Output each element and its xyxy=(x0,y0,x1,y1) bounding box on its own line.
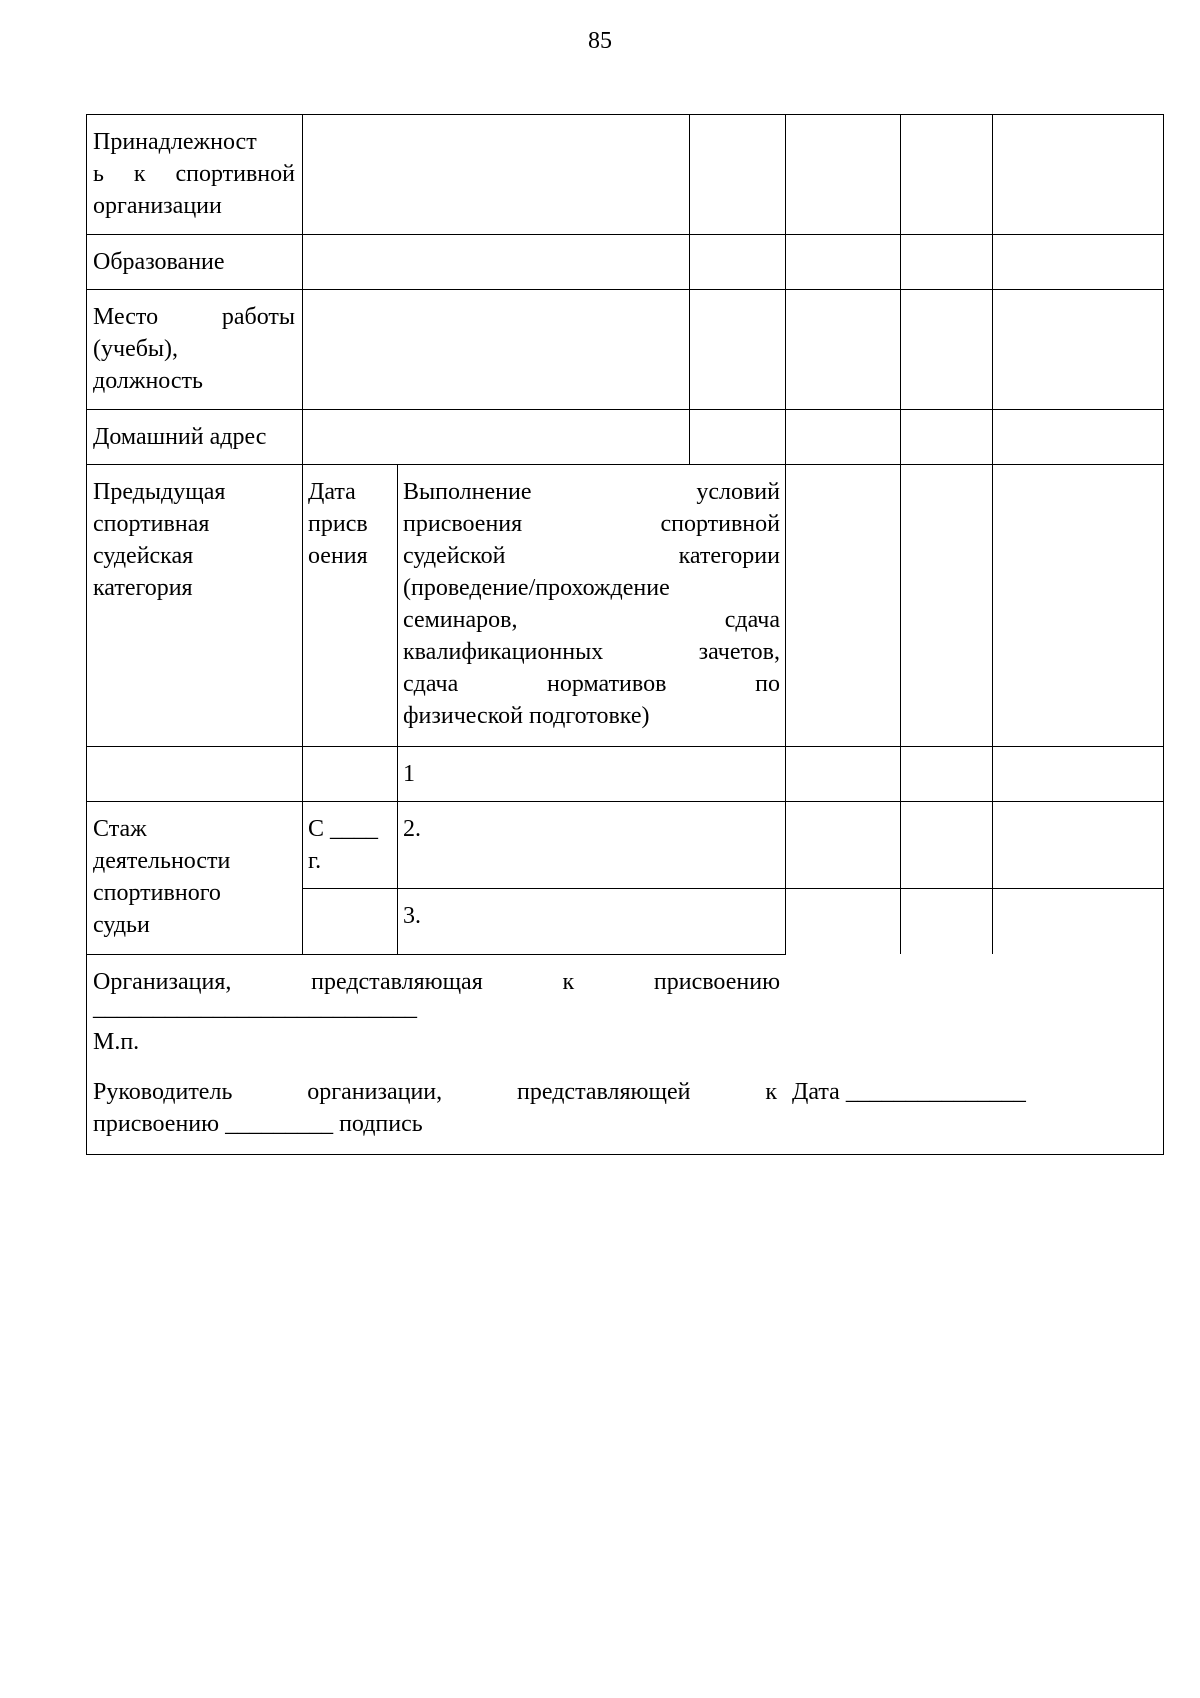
item-2: 2. xyxy=(403,816,421,842)
date-field: Дата _______________ xyxy=(792,1079,1026,1105)
table-left-border xyxy=(86,114,87,1155)
date-assigned-label: Дата присв оения xyxy=(308,479,368,569)
column-line-c xyxy=(992,114,993,954)
row-divider-item-3 xyxy=(86,954,786,955)
row-divider-item-1 xyxy=(86,801,1164,802)
org-presenting-blank: ___________________________ xyxy=(93,995,417,1021)
row-divider-item-2 xyxy=(303,888,1164,889)
page-number: 85 xyxy=(588,28,612,54)
column-line-a xyxy=(785,114,786,954)
head-of-org-line: Руководитель организации, представляющей к xyxy=(93,1079,777,1105)
table-top-border xyxy=(86,114,1164,115)
row-divider-education xyxy=(86,289,1164,290)
row-divider-affiliation xyxy=(86,234,1164,235)
address-label: Домашний адрес xyxy=(93,424,267,450)
signature-line: присвоению _________ подпись xyxy=(93,1111,423,1137)
column-line-value-inner xyxy=(689,114,690,464)
column-line-date xyxy=(397,464,398,954)
education-label: Образование xyxy=(93,249,225,275)
conditions-label: Выполнение условий присвоения спортивной судейской категории (проведение/прохождение семинаров, сдача квалификационных зачетов, сдача нормативов по физической подготовке) xyxy=(403,479,780,729)
item-3: 3. xyxy=(403,903,421,929)
table-bottom-border xyxy=(86,1154,1164,1155)
row-divider-previous-category xyxy=(86,746,1164,747)
work-label: Место работы (учебы), должность xyxy=(93,304,295,394)
column-line-label xyxy=(302,114,303,954)
judge-application-form xyxy=(86,114,1164,1154)
table-right-border xyxy=(1163,114,1164,1155)
previous-category-label: Предыдущая спортивная судейская категория xyxy=(93,479,226,601)
item-1: 1 xyxy=(403,761,415,787)
experience-since: С ____ г. xyxy=(308,816,379,874)
column-line-b xyxy=(900,114,901,954)
experience-label: Стаж деятельности спортивного судьи xyxy=(93,816,231,938)
row-divider-work xyxy=(86,409,1164,410)
org-presenting-line: Организация, представляющая к присвоению xyxy=(93,969,780,995)
affiliation-label: Принадлежност ь к спортивной организации xyxy=(93,129,295,219)
stamp-label: М.п. xyxy=(93,1029,140,1055)
row-divider-address xyxy=(86,464,1164,465)
